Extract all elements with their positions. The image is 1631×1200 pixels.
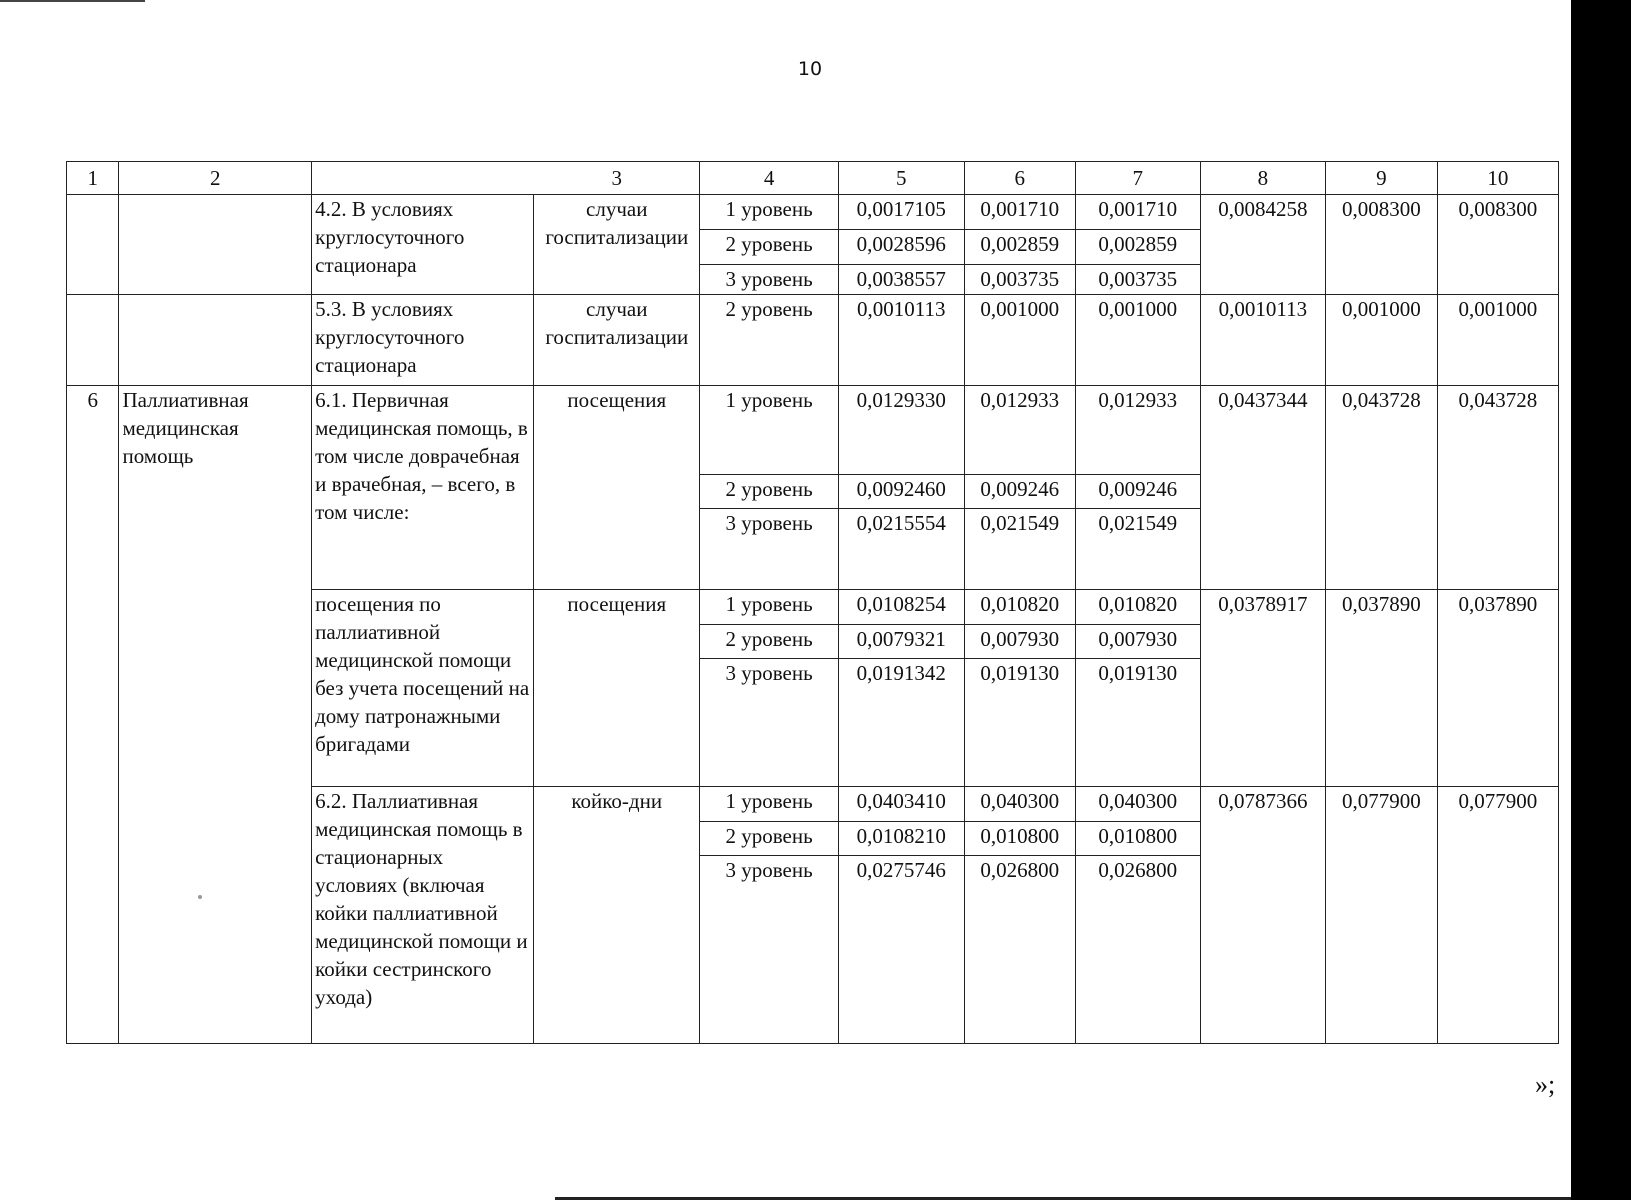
- level-cell: 3 уровень: [700, 265, 838, 295]
- value-cell: 0,0038557: [838, 265, 964, 295]
- level-cell: 2 уровень: [700, 475, 838, 509]
- value-cell: 0,021549: [1075, 509, 1200, 590]
- care-subtype: 5.3. В условиях круглосуточного стационара: [312, 295, 534, 386]
- value-cell: 0,019130: [1075, 659, 1200, 787]
- value-cell: 0,001000: [964, 295, 1075, 386]
- unit-cell: посещения: [534, 386, 700, 590]
- level-cell: 2 уровень: [700, 230, 838, 265]
- level-cell: 3 уровень: [700, 659, 838, 787]
- level-cell: 2 уровень: [700, 625, 838, 659]
- level-cell: 1 уровень: [700, 195, 838, 230]
- value-cell: 0,012933: [964, 386, 1075, 475]
- table-row: [67, 295, 1559, 386]
- value-cell: 0,001710: [1075, 195, 1200, 230]
- total-cell: 0,0437344: [1200, 386, 1325, 590]
- value-cell: 0,0191342: [838, 659, 964, 787]
- header-cell: 6: [964, 162, 1075, 195]
- scan-speck: [198, 895, 202, 899]
- header-cell: 1: [67, 162, 119, 195]
- value-cell: 0,0129330: [838, 386, 964, 475]
- value-cell: 0,0275746: [838, 856, 964, 1044]
- header-cell: 2: [119, 162, 312, 195]
- value-cell: 0,026800: [1075, 856, 1200, 1044]
- table-row: [67, 386, 1559, 475]
- total-cell: 0,008300: [1437, 195, 1558, 295]
- unit-cell: случаи госпитализации: [534, 295, 700, 386]
- closing-quote: »;: [1535, 1070, 1556, 1099]
- value-cell: 0,0028596: [838, 230, 964, 265]
- level-cell: 2 уровень: [700, 822, 838, 856]
- level-cell: 3 уровень: [700, 509, 838, 590]
- total-cell: 0,0084258: [1200, 195, 1325, 295]
- value-cell: 0,040300: [1075, 787, 1200, 822]
- value-cell: 0,001710: [964, 195, 1075, 230]
- value-cell: 0,007930: [1075, 625, 1200, 659]
- row-number: [67, 295, 119, 386]
- value-cell: 0,040300: [964, 787, 1075, 822]
- total-cell: 0,001000: [1437, 295, 1558, 386]
- value-cell: 0,010800: [964, 822, 1075, 856]
- total-cell: 0,043728: [1325, 386, 1437, 590]
- level-cell: 3 уровень: [700, 856, 838, 1044]
- value-cell: 0,0215554: [838, 509, 964, 590]
- value-cell: 0,0403410: [838, 787, 964, 822]
- value-cell: 0,010800: [1075, 822, 1200, 856]
- page-number: 10: [797, 58, 823, 80]
- value-cell: 0,001000: [1075, 295, 1200, 386]
- value-cell: 0,010820: [964, 590, 1075, 625]
- row-number: [67, 195, 119, 295]
- level-cell: 1 уровень: [700, 386, 838, 475]
- value-cell: 0,003735: [1075, 265, 1200, 295]
- value-cell: 0,003735: [964, 265, 1075, 295]
- unit-cell: посещения: [534, 590, 700, 787]
- scan-edge-right: [1571, 0, 1631, 1200]
- level-cell: 2 уровень: [700, 295, 838, 386]
- value-cell: 0,0010113: [838, 295, 964, 386]
- care-type: [119, 195, 312, 295]
- level-cell: 1 уровень: [700, 590, 838, 625]
- unit-cell: койко-дни: [534, 787, 700, 1044]
- total-cell: 0,001000: [1325, 295, 1437, 386]
- total-cell: 0,037890: [1325, 590, 1437, 787]
- care-subtype: 6.2. Паллиативная медицинская помощь в стационарных условиях (включая койки паллиативной медицинской помощи и койки сестринского ухода): [312, 787, 534, 1044]
- header-cell: 3: [534, 162, 700, 195]
- value-cell: 0,0108254: [838, 590, 964, 625]
- unit-cell: случаи госпитализации: [534, 195, 700, 295]
- value-cell: 0,019130: [964, 659, 1075, 787]
- value-cell: 0,012933: [1075, 386, 1200, 475]
- value-cell: 0,0092460: [838, 475, 964, 509]
- row-number: 6: [67, 386, 119, 1044]
- value-cell: 0,009246: [1075, 475, 1200, 509]
- header-cell: 7: [1075, 162, 1200, 195]
- care-type: Паллиативная медицинская помощь: [119, 386, 312, 1044]
- value-cell: 0,021549: [964, 509, 1075, 590]
- total-cell: 0,077900: [1437, 787, 1558, 1044]
- header-cell: 9: [1325, 162, 1437, 195]
- total-cell: 0,0010113: [1200, 295, 1325, 386]
- header-row: [67, 162, 1559, 195]
- value-cell: 0,0108210: [838, 822, 964, 856]
- value-cell: 0,009246: [964, 475, 1075, 509]
- total-cell: 0,043728: [1437, 386, 1558, 590]
- table-row: [67, 195, 1559, 230]
- header-cell: 10: [1437, 162, 1558, 195]
- level-cell: 1 уровень: [700, 787, 838, 822]
- care-subtype: посещения по паллиативной медицинской помощи без учета посещений на дому патронажными бригадами: [312, 590, 534, 787]
- care-subtype: 4.2. В условиях круглосуточного стационара: [312, 195, 534, 295]
- header-cell: 4: [700, 162, 838, 195]
- header-cell: [312, 162, 534, 195]
- scan-edge-top: [0, 0, 145, 2]
- total-cell: 0,077900: [1325, 787, 1437, 1044]
- care-type: [119, 295, 312, 386]
- value-cell: 0,026800: [964, 856, 1075, 1044]
- value-cell: 0,0017105: [838, 195, 964, 230]
- value-cell: 0,007930: [964, 625, 1075, 659]
- value-cell: 0,0079321: [838, 625, 964, 659]
- header-cell: 5: [838, 162, 964, 195]
- value-cell: 0,002859: [964, 230, 1075, 265]
- total-cell: 0,008300: [1325, 195, 1437, 295]
- total-cell: 0,0378917: [1200, 590, 1325, 787]
- value-cell: 0,002859: [1075, 230, 1200, 265]
- total-cell: 0,037890: [1437, 590, 1558, 787]
- care-subtype: 6.1. Первичная медицинская помощь, в том числе доврачебная и врачебная, – всего, в том числе:: [312, 386, 534, 590]
- total-cell: 0,0787366: [1200, 787, 1325, 1044]
- value-cell: 0,010820: [1075, 590, 1200, 625]
- data-table: [66, 161, 1559, 1044]
- header-cell: 8: [1200, 162, 1325, 195]
